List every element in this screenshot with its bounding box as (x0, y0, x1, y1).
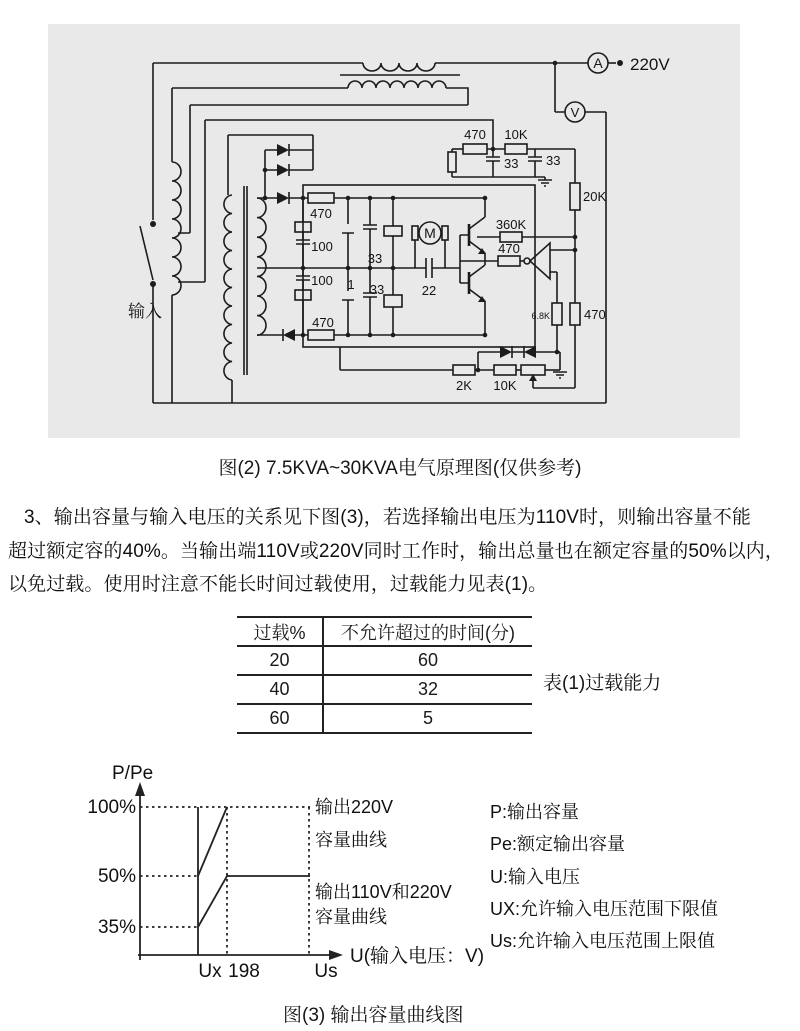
y-tick-35: 35% (97, 917, 136, 938)
component-label: 470 (584, 307, 606, 322)
legend-item-u: U:输入电压 (490, 867, 580, 887)
legend-item-pe: Pe:额定输出容量 (490, 834, 626, 854)
y-axis-label: P/Pe (112, 763, 154, 784)
circuit-schematic (45, 18, 755, 445)
component-label: 100 (311, 273, 333, 288)
x-tick-198: 198 (228, 961, 260, 982)
curve2-label-line1: 输出110V和220V (315, 882, 452, 902)
component-label: 33 (546, 153, 561, 168)
table-cell: 60 (269, 708, 290, 728)
component-label: 100 (311, 239, 333, 254)
curve1-label-line2: 容量曲线 (315, 830, 387, 850)
component-label: 输入 (128, 302, 162, 321)
figure2-caption: 图(2) 7.5KVA~30KVA电气原理图(仅供参考) (218, 458, 582, 479)
column-header: 过载% (253, 622, 306, 643)
component-label: 10K (493, 378, 517, 393)
legend-item-p: P:输出容量 (490, 802, 580, 822)
x-axis-label: U(输入电压：V) (350, 946, 485, 967)
table-cell: 5 (322, 705, 532, 732)
paragraph-line-3: 以免过载。使用时注意不能长时间过载使用，过载能力见表(1)。 (8, 574, 548, 595)
schematic-background (48, 24, 740, 438)
table-cell: 60 (322, 647, 532, 674)
overload-table (237, 616, 532, 734)
component-label: V (570, 105, 580, 120)
paragraph-line-1: 3、输出容量与输入电压的关系见下图(3)，若选择输出电压为110V时，则输出容量不能 (24, 507, 751, 528)
table-header-row (237, 618, 532, 647)
table-row (237, 676, 532, 705)
component-label: 2K (456, 378, 472, 393)
figure3-caption: 图(3) 输出容量曲线图 (283, 1005, 464, 1026)
table-row (237, 647, 532, 676)
component-label: 470 (464, 127, 486, 142)
x-axis-arrow-icon (329, 950, 343, 960)
component-label: 470 (498, 241, 520, 256)
y-tick-50: 50% (97, 866, 136, 887)
component-label: A (593, 55, 603, 71)
x-tick-ux: Ux (198, 961, 222, 982)
curve2-label-line2: 容量曲线 (315, 907, 387, 927)
component-label: 6.8K (531, 311, 550, 321)
curve-220v (198, 807, 227, 876)
table-row (237, 705, 532, 734)
curve-110v-220v (198, 876, 310, 927)
column-header: 不允许超过的时间(分) (322, 618, 532, 645)
component-label: 33 (367, 251, 383, 266)
table-cell: 40 (269, 679, 290, 699)
x-tick-us: Us (314, 961, 338, 982)
component-label: 22 (421, 283, 437, 298)
component-label: 470 (312, 315, 334, 330)
legend-item-ux: UX:允许输入电压范围下限值 (490, 899, 719, 919)
paragraph-line-2: 超过额定容的40%。当输出端110V或220V同时工作时，输出总量也在额定容量的50%以内， (8, 541, 784, 562)
component-label: 33 (369, 282, 385, 297)
component-label: 20K (583, 189, 607, 204)
table-cell: 32 (322, 676, 532, 703)
component-label: 360K (495, 217, 527, 232)
component-label: 220V (630, 55, 670, 74)
component-label: 470 (310, 206, 332, 221)
component-label: 10K (504, 127, 528, 142)
table-cell: 20 (269, 650, 290, 670)
legend-item-us: Us:允许输入电压范围上限值 (490, 931, 715, 951)
table1-caption: 表(1)过载能力 (543, 673, 662, 694)
component-label: M (424, 225, 436, 241)
y-tick-100: 100% (87, 797, 136, 818)
component-label: 33 (504, 156, 519, 171)
component-label: 1 (347, 277, 355, 292)
curve1-label-line1: 输出220V (315, 797, 394, 817)
